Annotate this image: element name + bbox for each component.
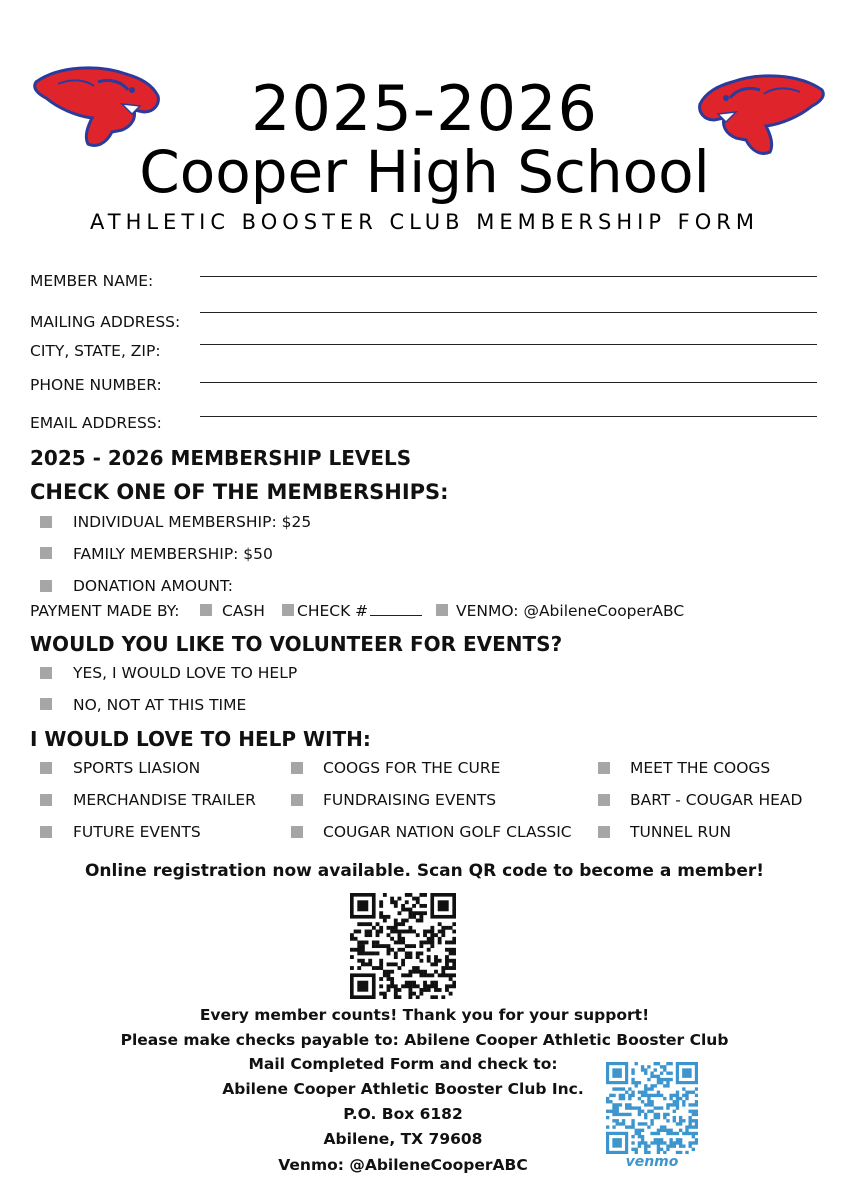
volunteer-yes-label: YES, I WOULD LOVE TO HELP bbox=[73, 664, 298, 682]
volunteer-no-checkbox[interactable] bbox=[40, 698, 52, 710]
family-membership-label: FAMILY MEMBERSHIP: $50 bbox=[73, 545, 273, 563]
footer-city: Abilene, TX 79608 bbox=[323, 1130, 483, 1148]
city-state-zip-field[interactable] bbox=[200, 344, 817, 345]
tunnel-run-checkbox[interactable] bbox=[598, 826, 610, 838]
merchandise-trailer-checkbox[interactable] bbox=[40, 794, 52, 806]
email-address-field[interactable] bbox=[200, 416, 817, 417]
footer-venmo: Venmo: @AbileneCooperABC bbox=[278, 1156, 528, 1174]
cash-label: CASH bbox=[222, 602, 265, 620]
online-registration-text: Online registration now available. Scan QR code to become a member! bbox=[84, 861, 765, 881]
city-state-zip-label: CITY, STATE, ZIP: bbox=[30, 342, 161, 360]
school-name-title: Cooper High School bbox=[139, 138, 710, 206]
footer-po-box: P.O. Box 6182 bbox=[343, 1105, 463, 1123]
individual-membership-checkbox[interactable] bbox=[40, 516, 52, 528]
coogs-for-the-cure-label: COOGS FOR THE CURE bbox=[323, 759, 501, 777]
check-number-label: CHECK # bbox=[297, 602, 422, 620]
member-name-field[interactable] bbox=[200, 276, 817, 277]
individual-membership-label: INDIVIDUAL MEMBERSHIP: $25 bbox=[73, 513, 312, 531]
fundraising-events-checkbox[interactable] bbox=[291, 794, 303, 806]
check-number-field[interactable] bbox=[370, 615, 422, 616]
check-checkbox[interactable] bbox=[282, 604, 294, 616]
mailing-address-field[interactable] bbox=[200, 312, 817, 313]
footer-mail-to: Mail Completed Form and check to: bbox=[248, 1055, 558, 1073]
bart-cougar-head-checkbox[interactable] bbox=[598, 794, 610, 806]
member-name-label: MEMBER NAME: bbox=[30, 272, 154, 290]
bart-cougar-head-label: BART - COUGAR HEAD bbox=[630, 791, 803, 809]
cash-checkbox[interactable] bbox=[200, 604, 212, 616]
fundraising-events-label: FUNDRAISING EVENTS bbox=[323, 791, 497, 809]
future-events-checkbox[interactable] bbox=[40, 826, 52, 838]
volunteer-yes-checkbox[interactable] bbox=[40, 667, 52, 679]
golf-classic-checkbox[interactable] bbox=[291, 826, 303, 838]
qr-code[interactable] bbox=[350, 893, 456, 999]
phone-number-field[interactable] bbox=[200, 382, 817, 383]
phone-number-label: PHONE NUMBER: bbox=[30, 376, 162, 394]
meet-the-coogs-checkbox[interactable] bbox=[598, 762, 610, 774]
meet-the-coogs-label: MEET THE COOGS bbox=[630, 759, 771, 777]
coogs-for-the-cure-checkbox[interactable] bbox=[291, 762, 303, 774]
volunteer-no-label: NO, NOT AT THIS TIME bbox=[73, 696, 247, 714]
footer-checks-payable: Please make checks payable to: Abilene Cooper Athletic Booster Club bbox=[120, 1031, 729, 1049]
tunnel-run-label: TUNNEL RUN bbox=[630, 823, 732, 841]
family-membership-checkbox[interactable] bbox=[40, 547, 52, 559]
help-with-heading: I WOULD LOVE TO HELP WITH: bbox=[30, 727, 371, 751]
merchandise-trailer-label: MERCHANDISE TRAILER bbox=[73, 791, 256, 809]
venmo-qr-code[interactable] bbox=[606, 1062, 698, 1154]
form-year-title: 2025-2026 bbox=[251, 72, 598, 145]
venmo-checkbox[interactable] bbox=[436, 604, 448, 616]
mailing-address-label: MAILING ADDRESS: bbox=[30, 313, 181, 331]
volunteer-heading: WOULD YOU LIKE TO VOLUNTEER FOR EVENTS? bbox=[30, 632, 563, 656]
check-one-heading: CHECK ONE OF THE MEMBERSHIPS: bbox=[30, 480, 449, 504]
sports-liasion-label: SPORTS LIASION bbox=[73, 759, 201, 777]
venmo-label: VENMO: @AbileneCooperABC bbox=[456, 602, 685, 620]
venmo-logo: venmo bbox=[625, 1154, 679, 1170]
footer-thanks: Every member counts! Thank you for your support! bbox=[199, 1006, 650, 1024]
form-subtitle: ATHLETIC BOOSTER CLUB MEMBERSHIP FORM bbox=[90, 210, 759, 234]
sports-liasion-checkbox[interactable] bbox=[40, 762, 52, 774]
membership-levels-heading: 2025 - 2026 MEMBERSHIP LEVELS bbox=[30, 446, 412, 470]
payment-made-by-label: PAYMENT MADE BY: bbox=[30, 602, 180, 620]
footer-club-name: Abilene Cooper Athletic Booster Club Inc. bbox=[222, 1080, 584, 1098]
future-events-label: FUTURE EVENTS bbox=[73, 823, 201, 841]
donation-amount-label: DONATION AMOUNT: bbox=[73, 577, 233, 595]
golf-classic-label: COUGAR NATION GOLF CLASSIC bbox=[323, 823, 572, 841]
donation-amount-checkbox[interactable] bbox=[40, 580, 52, 592]
email-address-label: EMAIL ADDRESS: bbox=[30, 414, 162, 432]
